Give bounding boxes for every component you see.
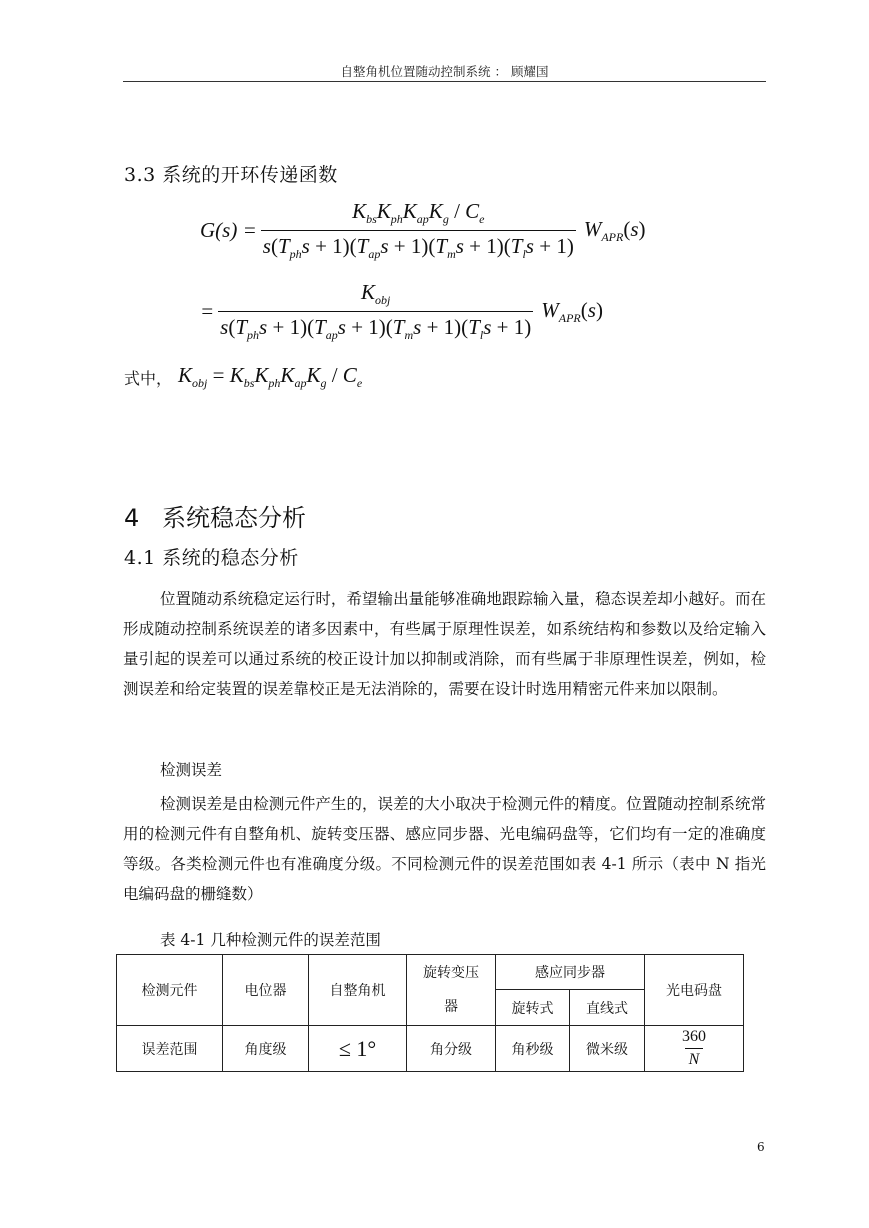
w-apr-term: $W_{APR}(s)$ [583,216,646,244]
table-cell [645,1026,744,1072]
table-cell: 角秒级 [496,1026,570,1072]
chapter-4-heading [124,498,306,533]
page-number: 6 [757,1140,765,1154]
header-cell: 电位器 [223,955,309,1026]
w-apr-term: $W_{APR}(s)$ [541,297,603,325]
fraction-numerator: $K_{bs}K_{ph}K_{ap}K_g / C_e$ [352,199,485,226]
table-cell [309,1026,407,1072]
error-range-table [116,954,744,1072]
table-cell: 角度级 [223,1026,309,1072]
encoder-numerator: 360 [682,1028,706,1045]
encoder-error-fraction [680,1028,708,1069]
table-cell: 角分级 [407,1026,496,1072]
fraction-denominator: $s(T_{ph}s + 1)(T_{ap}s + 1)(T_ms + 1)(T_ls + 1)$ [218,311,533,343]
chapter-title: 系统稳态分析 [162,504,306,532]
fraction-numerator-kobj: $K_{obj}$ [361,280,391,307]
header-cell: 感应同步器 [496,955,645,990]
header-cell: 直线式 [570,990,645,1026]
kobj-definition [124,363,362,391]
header-resolver-line-1: 旋转变压 [423,964,479,981]
section-3-3-title: 3.3 系统的开环传递函数 [124,164,338,186]
table-header-row [117,955,744,990]
transfer-function-line-2 [200,280,603,343]
header-cell: 自整角机 [309,955,407,1026]
transfer-function-line-1 [200,199,646,262]
section-4-1-title: 4.1 系统的稳态分析 [124,547,299,569]
equals-sign: = [200,299,215,323]
header-cell: 检测元件 [117,955,223,1026]
fraction-denominator: $s(T_{ph}s + 1)(T_{ap}s + 1)(T_ms + 1)(T_ls + 1)$ [261,230,576,262]
paragraph-steady-state: 位置随动系统稳定运行时，希望输出量能够准确地跟踪输入量，稳态误差却小越好。而在形成随动控制系统误差的诸多因素中，有些属于原理性误差，如系统结构和参数以及给定输入量引起的误差可以通过系统的校正设计加以抑制或消除，而有些属于非原理性误差，例如，检测误差和给定装置的误差靠校正是无法消除的，需要在设计时选用精密元件来加以限制。 [123,590,766,698]
kobj-formula: $K_{obj} = K_{bs}K_{ph}K_{ap}K_g / C_e$ [178,363,363,390]
table-cell: 误差范围 [117,1026,223,1072]
header-cell [407,955,496,1026]
equation-lhs: G(s) = [200,218,257,242]
selsyn-error-value: ≤ 1° [338,1035,377,1061]
paragraph-detection-error: 检测误差是由检测元件产生的，误差的大小取决于检测元件的精度。位置随动控制系统常用的检测元件有自整角机、旋转变压器、感应同步器、光电编码盘等，它们均有一定的准确度等级。各类检测元件也有准确度分级。不同检测元件的误差范围如表 4-1 所示（表中 N 指光电编码盘的栅缝数） [123,795,766,903]
table-caption: 表 4-1 几种检测元件的误差范围 [160,931,381,949]
running-header: 自整角机位置随动控制系统 ： 顾耀国 [340,64,549,79]
table-row [117,1026,744,1072]
reduced-fraction [218,280,533,343]
header-resolver-line-2: 器 [444,998,458,1015]
table-cell: 微米级 [570,1026,645,1072]
transfer-function-fraction [261,199,576,262]
header-cell: 旋转式 [496,990,570,1026]
encoder-denominator: N [685,1048,704,1069]
header-rule [123,81,766,82]
subheading-detection-error: 检测误差 [160,761,223,779]
header-cell: 光电码盘 [645,955,744,1026]
kobj-label: 式中， [124,368,173,388]
chapter-number: 4 [124,504,140,532]
